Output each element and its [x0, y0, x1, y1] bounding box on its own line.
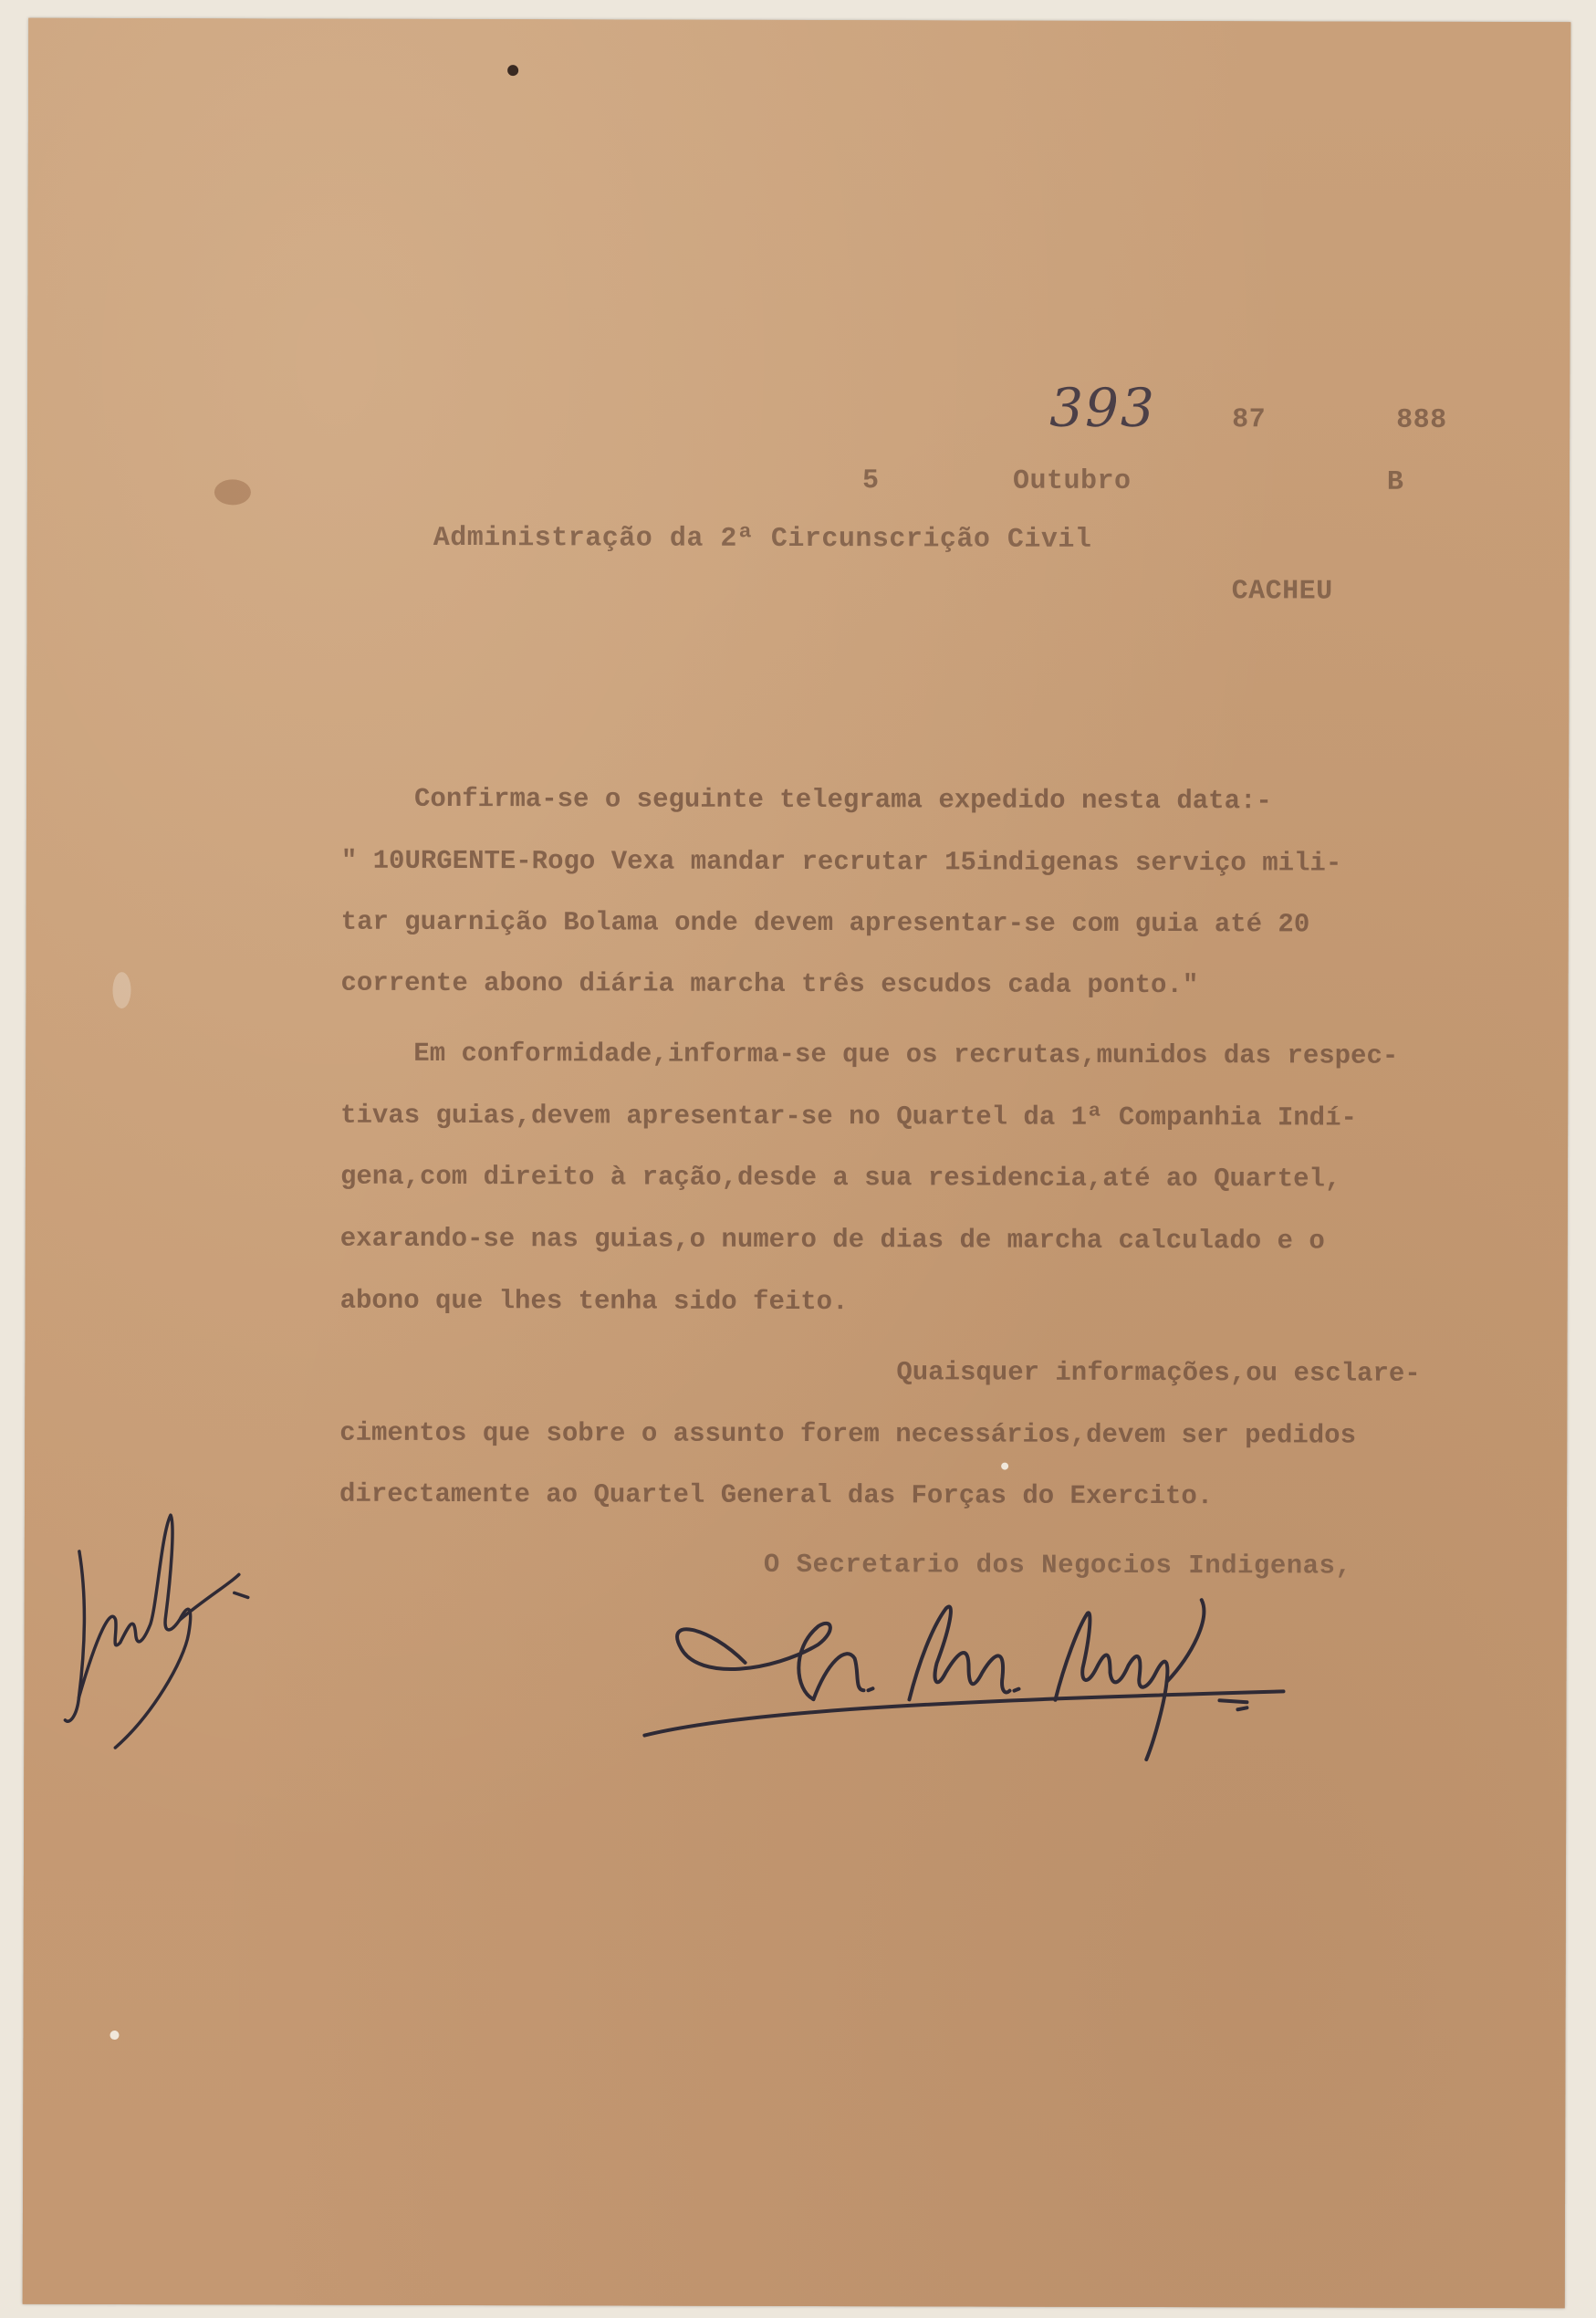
addressee: Administração da 2ª Circunscrição Civil: [433, 522, 1092, 556]
date-month: Outubro: [1012, 465, 1132, 497]
body-line: Confirma-se o seguinte telegrama expedido nesta data:-: [414, 783, 1272, 817]
reference-letter: B: [1386, 466, 1404, 498]
body-line: cimentos que sobre o assunto forem necessários,devem ser pedidos: [339, 1417, 1357, 1451]
place-name: CACHEU: [1231, 576, 1333, 608]
body-line: tar guarnição Bolama onde devem apresentar-se com guia até 20: [340, 906, 1310, 940]
document-page: [23, 18, 1571, 2308]
margin-initials: [42, 1497, 262, 1762]
handwritten-file-number: 393: [1049, 376, 1156, 440]
body-line: exarando-se nas guias,o numero de dias de marcha calculado e o: [339, 1223, 1325, 1257]
body-line: corrente abono diária marcha três escudos cada ponto.": [340, 967, 1199, 1001]
body-line: directamente ao Quartel General das Forças do Exercito.: [339, 1478, 1214, 1512]
body-line: Quaisquer informações,ou esclare-: [896, 1357, 1421, 1389]
date-day: 5: [861, 465, 880, 497]
body-line: Em conformidade,informa-se que os recrutas,munidos das respec-: [413, 1038, 1399, 1071]
reference-code: 888: [1396, 404, 1447, 436]
signatory-title: O Secretario dos Negocios Indigenas,: [763, 1549, 1352, 1582]
letter-body: [23, 18, 1571, 2308]
body-line: gena,com direito à ração,desde a sua residencia,até ao Quartel,: [339, 1161, 1341, 1195]
signature: [608, 1561, 1320, 1773]
body-line: " 10URGENTE-Rogo Vexa mandar recrutar 15indigenas serviço mili-: [340, 845, 1342, 879]
body-line: tivas guias,devem apresentar-se no Quartel da 1ª Companhia Indí-: [340, 1100, 1357, 1133]
reference-number: 87: [1232, 404, 1267, 436]
body-line: abono que lhes tenha sido feito.: [339, 1285, 849, 1318]
